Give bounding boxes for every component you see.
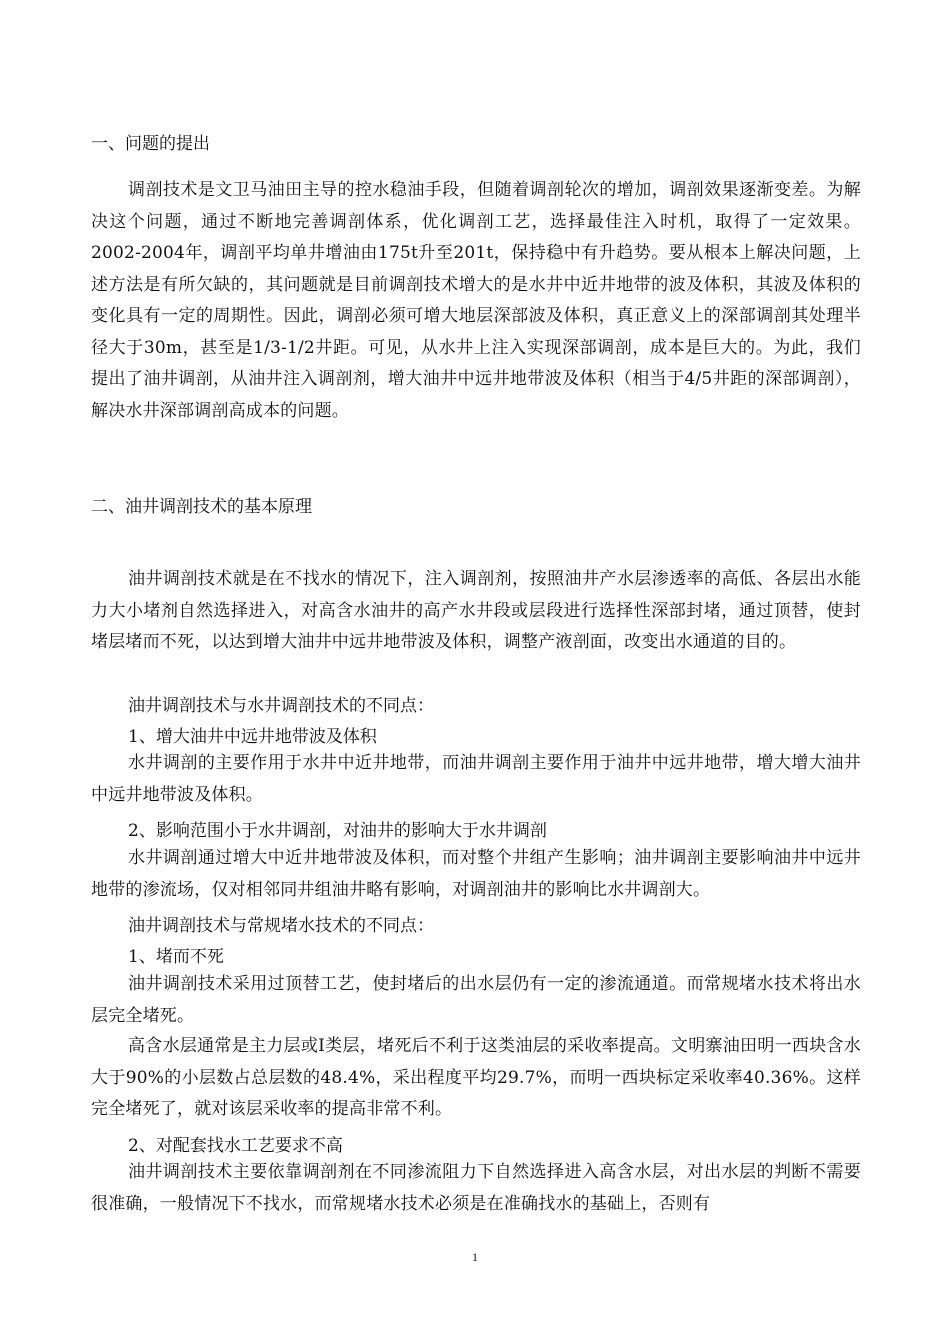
section2-intro-paragraph: 油井调剖技术就是在不找水的情况下，注入调剖剂，按照油井产水层渗透率的高低、各层出水能力大小堵剂自然选择进入，对高含水油井的高产水井段或层段进行选择性深部封堵，通过顶替，使封堵层堵而不死，以达到增大油井中远井地带波及体积，调整产液剖面，改变出水通道的目的。 [91,569,861,652]
page-number: 1 [472,1250,478,1264]
plug2-title: 2、对配套找水工艺要求不高 [128,1136,343,1156]
item1-title: 1、增大油井中远井地带波及体积 [128,727,377,747]
plug1-body: 油井调剖技术采用过顶替工艺，使封堵后的出水层仍有一定的渗流通道。而常规堵水技术将出水层完全堵死。 [91,974,861,1026]
plug1-title: 1、堵而不死 [128,947,224,967]
section1-heading: 一、问题的提出 [91,134,210,154]
diff-water-heading: 油井调剖技术与水井调剖技术的不同点： [128,696,434,716]
plug1-body2: 高含水层通常是主力层或I类层，堵死后不利于这类油层的采收率提高。文明寨油田明一西块含水大于90%的小层数占总层数的48.4%，采出程度平均29.7%，而明一西块标定采收率40.36%。这样完全堵死了，就对该层采收率的提高非常不利。 [91,1036,861,1119]
item1-body: 水井调剖的主要作用于水井中近井地带，而油井调剖主要作用于油井中远井地带，增大增大油井中远井地带波及体积。 [91,753,861,805]
diff-plug-heading: 油井调剖技术与常规堵水技术的不同点： [128,916,434,936]
section2-heading: 二、油井调剖技术的基本原理 [91,497,312,517]
plug2-body: 油井调剖技术主要依靠调剖剂在不同渗流阻力下自然选择进入高含水层，对出水层的判断不需要很准确，一般情况下不找水，而常规堵水技术必须是在准确找水的基础上，否则有 [91,1162,861,1214]
item2-body: 水井调剖通过增大中近井地带波及体积，而对整个井组产生影响；油井调剖主要影响油井中远井地带的渗流场，仅对相邻同井组油井略有影响，对调剖油井的影响比水井调剖大。 [91,848,861,900]
section1-paragraph: 调剖技术是文卫马油田主导的控水稳油手段，但随着调剖轮次的增加，调剖效果逐渐变差。为解决这个问题，通过不断地完善调剖体系，优化调剖工艺，选择最佳注入时机，取得了一定效果。2002-2004年，调剖平均单井增油由175t升至201t，保持稳中有升趋势。要从根本上解决问题，上述方法是有所欠缺的，其问题就是目前调剖技术增大的是水井中近井地带的波及体积，其波及体积的变化具有一定的周期性。因此，调剖必须可增大地层深部波及体积，真正意义上的深部调剖其处理半径大于30m，甚至是1/3-1/2井距。可见，从水井上注入实现深部调剖，成本是巨大的。为此，我们提出了油井调剖，从油井注入调剖剂，增大油井中远井地带波及体积（相当于4/5井距的深部调剖），解决水井深部调剖高成本的问题。 [91,180,861,421]
item2-title: 2、影响范围小于水井调剖，对油井的影响大于水井调剖 [128,821,547,841]
